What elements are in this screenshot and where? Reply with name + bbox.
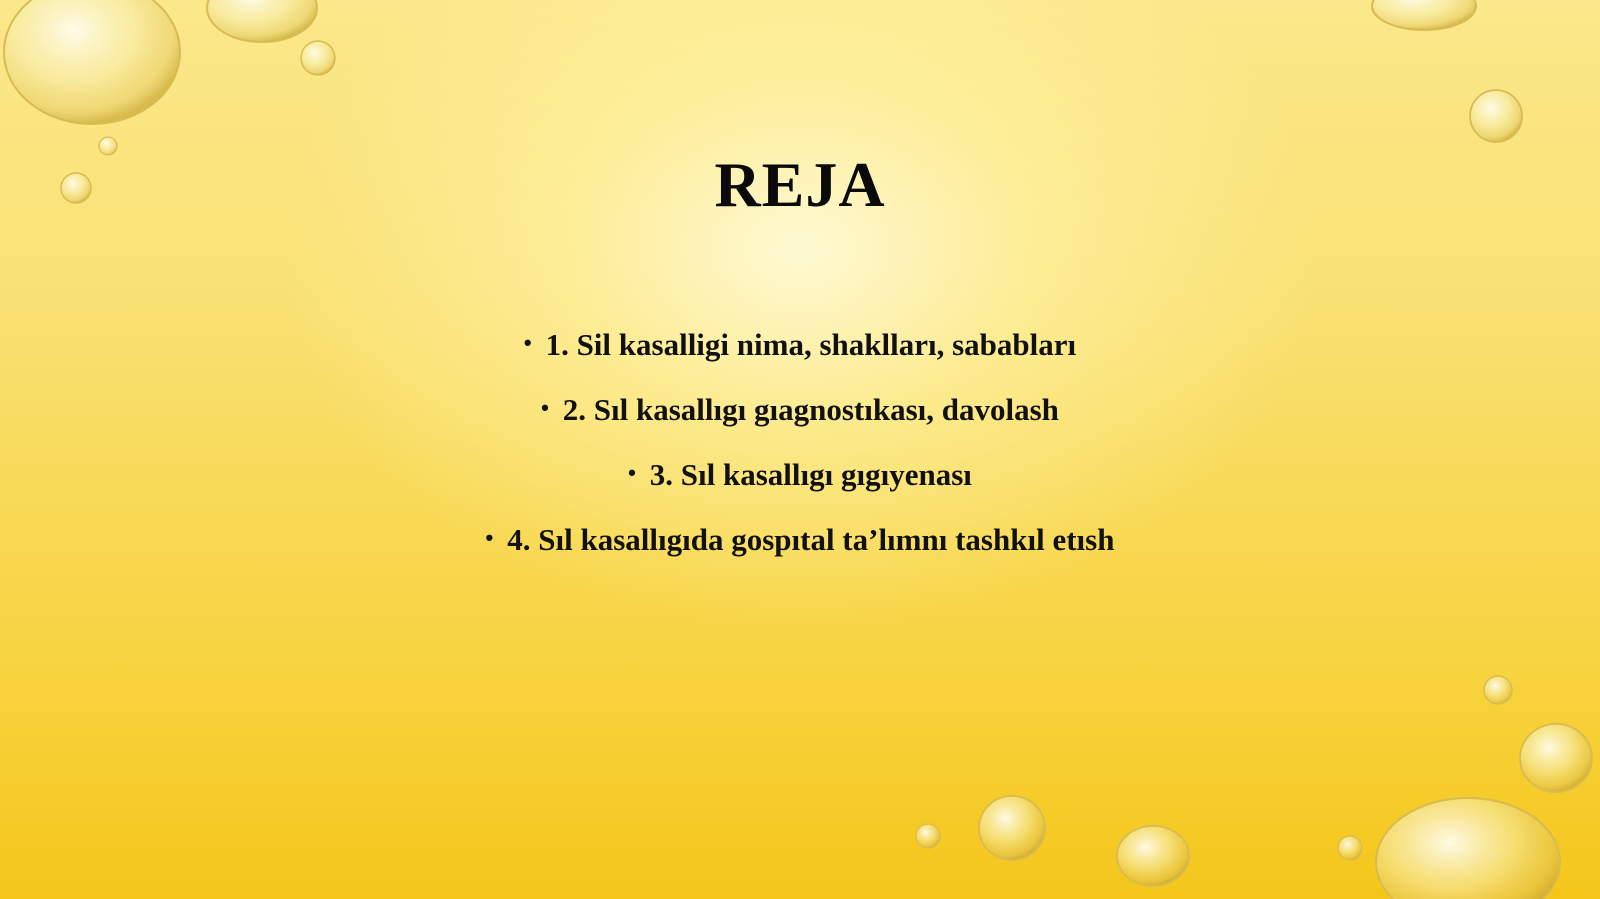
bullet-icon: • bbox=[523, 330, 532, 355]
agenda-item bbox=[0, 322, 1600, 387]
agenda-item-text: 2. Sıl kasallıgı gıagnostıkası, davolash bbox=[562, 392, 1059, 427]
bullet-icon: • bbox=[628, 460, 636, 485]
agenda-list bbox=[0, 322, 1600, 582]
agenda-item bbox=[0, 517, 1600, 582]
bullet-icon: • bbox=[485, 525, 494, 550]
agenda-item-text: 3. Sıl kasallıgı gıgıyenası bbox=[649, 457, 972, 492]
agenda-item bbox=[0, 387, 1600, 452]
agenda-item-text: 1. Sil kasalligi nima, shaklları, sababları bbox=[545, 327, 1077, 362]
slide-title: REJA bbox=[714, 149, 886, 220]
bullet-icon: • bbox=[541, 395, 549, 420]
bottom-drops bbox=[916, 676, 1592, 899]
top-right-drops bbox=[1372, 0, 1522, 142]
agenda-item bbox=[0, 452, 1600, 517]
agenda-item-text: 4. Sıl kasallıgıda gospıtal ta’lımnı tashkıl etısh bbox=[507, 522, 1115, 557]
